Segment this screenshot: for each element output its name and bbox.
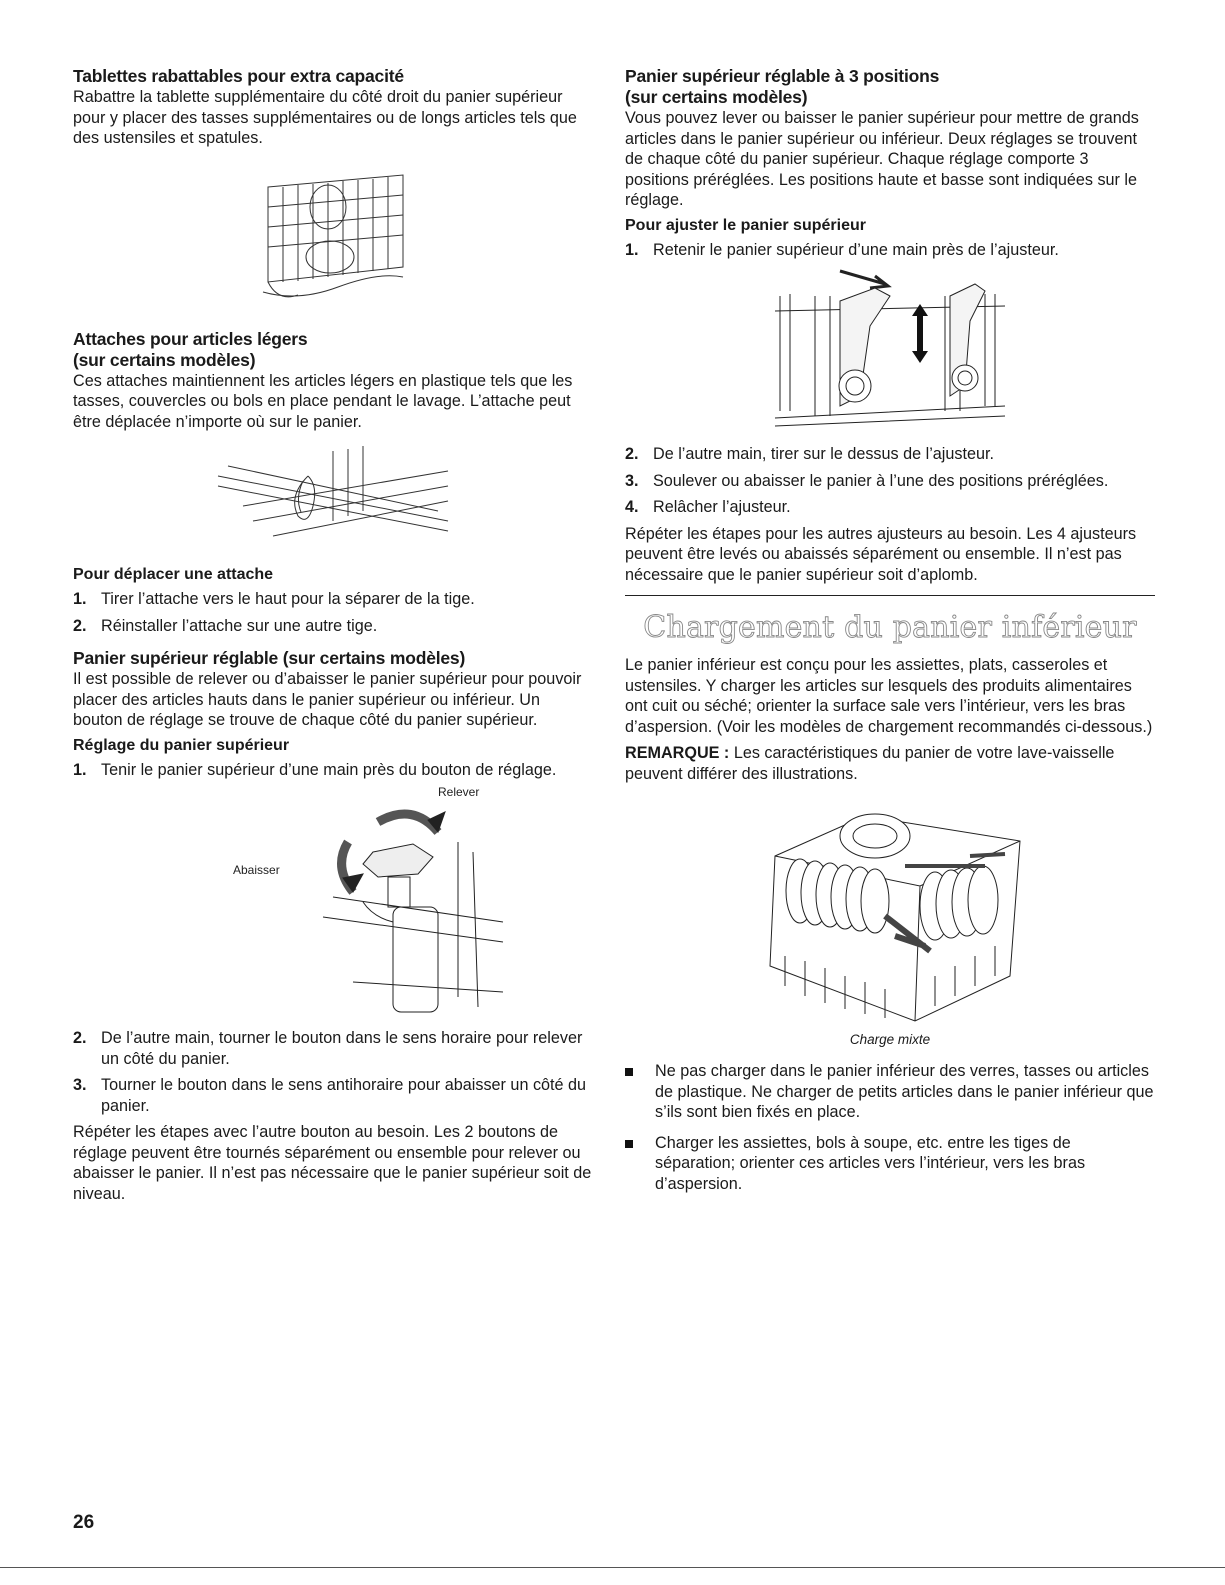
bullet-text: Charger les assiettes, bols à soupe, etc. entre les tiges de séparation; orienter ces articles vers l’intérieur, vers les bras d’aspersion. (655, 1133, 1086, 1193)
list-item (73, 616, 593, 637)
list-item (625, 471, 1155, 492)
light-item-clips-text: Ces attaches maintiennent les articles légers en plastique tels que les tasses, couvercles ou bols en place pendant le lavage. L’attache peut être déplacée n’importe où sur le panier. (73, 371, 573, 431)
step-number: 2. (625, 445, 639, 463)
note-text: Les caractéristiques du panier de votre lave-vaisselle peuvent différer des illustrations. (625, 744, 1115, 783)
clip-illustration (213, 446, 453, 556)
light-item-clips-heading (73, 329, 593, 371)
note-label: REMARQUE : (625, 744, 730, 762)
light-item-clips-title: Attaches pour articles légers (73, 328, 308, 349)
adjust-rack-note: Répéter les étapes pour les autres ajusteurs au besoin. Les 4 ajusteurs peuvent être levés ou abaissés séparément ou ensemble. Il n’est pas nécessaire que le panier supérieur soit d’aplomb. (625, 524, 1137, 584)
move-clip-subheading: Pour déplacer une attache (73, 566, 274, 583)
rack-adjust-steps (73, 1028, 593, 1116)
step-text: Relâcher l’ajusteur. (653, 498, 791, 516)
step-number: 3. (73, 1076, 87, 1094)
list-item (625, 1133, 1155, 1195)
step-text: Tirer l’attache vers le haut pour la séparer de la tige. (101, 590, 475, 608)
bullet-text: Ne pas charger dans le panier inférieur des verres, tasses ou articles de plastique. Ne charger de petits articles dans le panier inférieur que s’ils sont bien fixés en place. (655, 1062, 1154, 1121)
figure-caption: Charge mixte (849, 1032, 931, 1047)
step-number: 1. (73, 590, 87, 608)
step-text: De l’autre main, tourner le bouton dans le sens horaire pour relever un côté du panier. (101, 1029, 583, 1068)
page-bottom-rule (0, 1567, 1225, 1568)
light-item-clips-subtitle: (sur certains modèles) (73, 349, 256, 370)
step-text: Réinstaller l’attache sur une autre tige. (101, 616, 378, 635)
list-item (625, 497, 1155, 518)
step-number: 1. (625, 240, 639, 259)
rack-adjust-note: Répéter les étapes avec l’autre bouton au besoin. Les 2 boutons de réglage peuvent être tournés séparément ou ensemble pour relever ou abaisser le panier. Il n’est pas nécessaire que le panier supérieur soit de niveau. (73, 1123, 592, 1203)
fold-down-shelf-illustration (258, 167, 408, 307)
step-number: 4. (625, 498, 639, 516)
page-number: 26 (73, 1512, 95, 1533)
list-item (625, 1061, 1155, 1123)
step-text: Tenir le panier supérieur d’une main près du bouton de réglage. (101, 760, 557, 779)
adjust-rack-subheading: Pour ajuster le panier supérieur (625, 216, 866, 234)
step-text: Tourner le bouton dans le sens antihoraire pour abaisser un côté du panier. (101, 1076, 587, 1115)
bullet-square-icon (625, 1140, 633, 1148)
left-column (73, 66, 593, 1204)
lower-rack-bullets (625, 1061, 1155, 1194)
three-position-rack-heading (625, 66, 1155, 108)
list-item (73, 589, 593, 610)
three-position-rack-text: Vous pouvez lever ou baisser le panier supérieur pour mettre de grands articles dans le panier supérieur ou inférieur. Deux réglages se trouvent de chaque côté du panier supérieur. Chaque réglage comporte 3 positions préréglées. Les positions haute et basse sont indiquées sur le réglage. (625, 109, 1139, 209)
lower-rack-note (625, 743, 1155, 784)
list-item (73, 1028, 593, 1069)
adjustable-rack-heading: Panier supérieur réglable (sur certains modèles) (73, 648, 466, 668)
step-number: 2. (73, 1029, 87, 1047)
raise-label: Relever (438, 785, 480, 799)
adjust-rack-steps (625, 444, 1155, 518)
three-position-rack-title: Panier supérieur réglable à 3 positions (625, 66, 940, 86)
section-divider (625, 595, 1155, 596)
adjust-rack-step1 (625, 240, 1155, 261)
mixed-load-illustration (755, 796, 1025, 1026)
bullet-square-icon (625, 1068, 633, 1076)
step-number: 3. (625, 471, 639, 490)
step-text: Soulever ou abaisser le panier à l’une des positions préréglées. (653, 471, 1109, 490)
lower-rack-loading-heading: Chargement du panier inférieur (643, 610, 1137, 645)
list-item (73, 1075, 593, 1116)
step-number: 2. (73, 616, 87, 635)
rack-adjuster-illustration (770, 266, 1010, 436)
rack-adjust-subheading: Réglage du panier supérieur (73, 736, 290, 754)
list-item (625, 444, 1155, 465)
step-text: Retenir le panier supérieur d’une main près de l’ajusteur. (653, 240, 1059, 259)
rack-adjust-step1 (73, 760, 593, 781)
adjustable-rack-text: Il est possible de relever ou d’abaisser le panier supérieur pour pouvoir placer des articles hauts dans le panier supérieur ou inférieur. Un bouton de réglage se trouve de chaque côté du panier supérieur. (73, 670, 582, 729)
three-position-rack-subtitle: (sur certains modèles) (625, 87, 808, 107)
fold-down-shelves-text: Rabattre la tablette supplémentaire du côté droit du panier supérieur pour y placer des tasses supplémentaires ou de longs articles tels que des ustensiles et spatules. (73, 88, 577, 147)
list-item (625, 240, 1155, 261)
list-item (73, 760, 593, 781)
right-column (625, 66, 1155, 1204)
step-number: 1. (73, 760, 87, 779)
move-clip-steps (73, 589, 593, 636)
lower-rack-loading-text: Le panier inférieur est conçu pour les assiettes, plats, casseroles et ustensiles. Y charger les articles sur lesquels des produits alimentaires ont cuit ou séché; orienter la surface sale vers l’intérieur, vers les bras d’aspersion. (Voir les modèles de chargement recommandés ci-dessous.) (625, 656, 1153, 736)
adjuster-knob-illustration (213, 782, 513, 1022)
step-text: De l’autre main, tirer sur le dessus de l’ajusteur. (653, 445, 994, 463)
fold-down-shelves-heading: Tablettes rabattables pour extra capacité (73, 66, 404, 86)
lower-label: Abaisser (233, 863, 280, 877)
